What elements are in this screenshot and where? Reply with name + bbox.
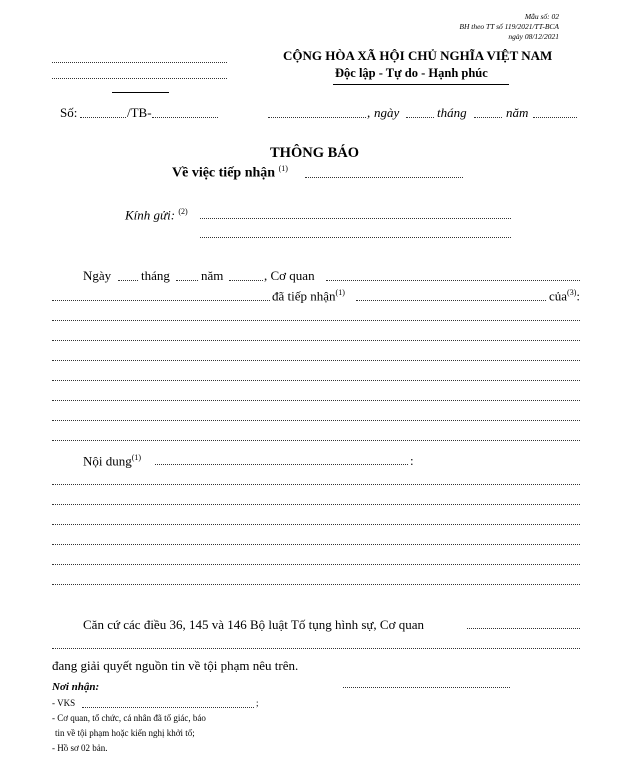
body-day-label: Ngày (83, 268, 112, 283)
receiver-agency-1: - Cơ quan, tổ chức, cá nhân đã tố giác, báo (52, 713, 206, 723)
content-field[interactable] (155, 464, 408, 465)
date-comma: , (367, 105, 371, 120)
content-line-2[interactable] (52, 504, 580, 505)
received-label: đã tiếp nhận$^{(1)}$ (272, 288, 345, 304)
body-agency-field-2[interactable] (52, 300, 270, 301)
org-line-1[interactable] (52, 62, 227, 63)
number-label: Số: (60, 105, 78, 120)
receiver-vks-semicolon: ; (256, 698, 259, 708)
form-basis: BH theo TT số 119/2021/TT-BCA (459, 22, 559, 31)
day-label: ngày (374, 105, 400, 120)
body-line-7[interactable] (52, 440, 580, 441)
year-field[interactable] (533, 117, 577, 118)
content-line-1[interactable] (52, 484, 580, 485)
number-suffix-field[interactable] (152, 117, 218, 118)
recipient-field-2[interactable] (200, 237, 511, 238)
receiver-archive: - Hồ sơ 02 bản. (52, 743, 108, 753)
body-month-field[interactable] (176, 280, 198, 281)
body-line-6[interactable] (52, 420, 580, 421)
receiver-agency-2: tin về tội phạm hoặc kiến nghị khởi tố; (55, 728, 195, 738)
body-line-1[interactable] (52, 320, 580, 321)
recipient-label: Kính gửi: $^{(2)}$ (125, 207, 188, 223)
form-date: ngày 08/12/2021 (508, 32, 559, 41)
number-field[interactable] (80, 117, 126, 118)
document-subject: Về việc tiếp nhận $^{(1)}$ (172, 164, 288, 181)
legal-basis-agency-field[interactable] (467, 628, 580, 629)
receiver-vks: - VKS (52, 698, 76, 708)
body-line-5[interactable] (52, 400, 580, 401)
body-year-field[interactable] (229, 280, 263, 281)
body-line-4[interactable] (52, 380, 580, 381)
body-month-label: tháng (141, 268, 170, 283)
month-label: tháng (437, 105, 467, 120)
nation-title: CỘNG HÒA XÃ HỘI CHỦ NGHĨA VIỆT NAM (283, 48, 553, 63)
conclusion-text: đang giải quyết nguồn tin về tội phạm nêu trên. (52, 658, 299, 673)
from-label: của$^{(3)}$: (549, 288, 580, 304)
subject-field[interactable] (305, 177, 463, 178)
motto: Độc lập - Tự do - Hạnh phúc (335, 66, 488, 80)
body-line-3[interactable] (52, 360, 580, 361)
motto-underline (333, 84, 509, 85)
content-colon: : (410, 453, 414, 468)
month-field[interactable] (474, 117, 502, 118)
receivers-title: Nơi nhận: (52, 681, 100, 693)
recipient-field-1[interactable] (200, 218, 511, 219)
place-field[interactable] (268, 117, 366, 118)
body-agency-field[interactable] (326, 280, 580, 281)
receiver-vks-field[interactable] (82, 707, 254, 708)
org-line-2[interactable] (52, 78, 227, 79)
day-field[interactable] (406, 117, 434, 118)
legal-basis-line[interactable] (52, 648, 580, 649)
body-agency-label: , Cơ quan (264, 268, 315, 283)
document-title: THÔNG BÁO (270, 145, 360, 161)
number-tb-label: /TB- (127, 105, 152, 120)
signature-field[interactable] (343, 687, 510, 688)
year-label: năm (506, 105, 529, 120)
received-field[interactable] (356, 300, 546, 301)
body-line-2[interactable] (52, 340, 580, 341)
content-label: Nội dung$^{(1)}$ (83, 453, 142, 469)
org-underline (112, 92, 169, 93)
content-line-5[interactable] (52, 564, 580, 565)
legal-basis-text: Căn cứ các điều 36, 145 và 146 Bộ luật Tố tụng hình sự, Cơ quan (83, 617, 424, 632)
content-line-6[interactable] (52, 584, 580, 585)
form-code: Mẫu số: 02 (524, 12, 559, 21)
body-day-field[interactable] (118, 280, 138, 281)
content-line-4[interactable] (52, 544, 580, 545)
body-year-label: năm (201, 268, 224, 283)
content-line-3[interactable] (52, 524, 580, 525)
